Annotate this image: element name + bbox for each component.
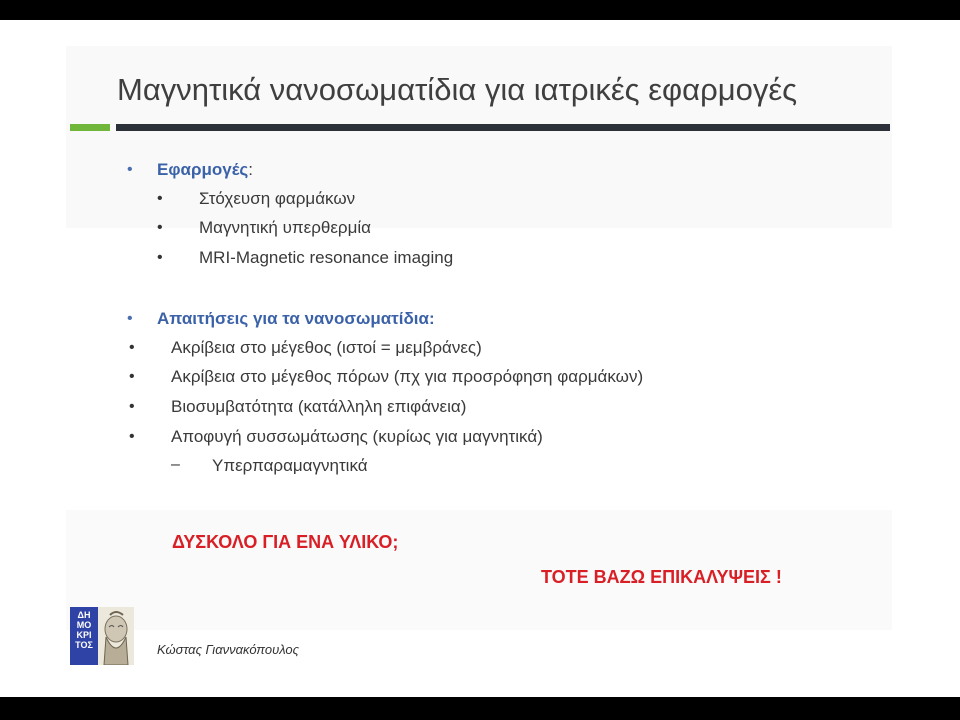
list-item: Μαγνητική υπερθερμία [199,218,371,237]
slide [0,20,960,697]
callout-answer: ΤΟΤΕ ΒΑΖΩ ΕΠΙΚΑΛΥΨΕΙΣ ! [541,567,782,587]
list-item: Αποφυγή συσσωμάτωσης (κυρίως για μαγνητικά) [171,427,543,446]
section-requirements-heading: Απαιτήσεις για τα νανοσωματίδια: [157,309,435,328]
section-applications-heading: Εφαρμογές: [157,160,253,179]
bullet-icon: • [129,428,135,445]
list-item: Βιοσυμβατότητα (κατάλληλη επιφάνεια) [171,397,467,416]
bullet-icon: • [129,368,135,385]
bullet-icon: • [129,339,135,356]
bullet-icon: • [127,310,133,327]
list-item: Στόχευση φαρμάκων [199,189,356,208]
list-item: Ακρίβεια στο μέγεθος (ιστοί = μεμβράνες) [171,338,482,357]
logo-text: ΔΗ ΜΟ ΚΡΙ ΤΟΣ [70,607,98,665]
slide-title: Μαγνητικά νανοσωματίδια για ιατρικές εφαρμογές [117,72,798,107]
title-rule-accent [70,124,110,131]
bullet-icon: • [157,190,163,207]
university-logo [70,607,134,665]
bullet-icon: • [157,219,163,236]
list-item: Ακρίβεια στο μέγεθος πόρων (πχ για προσρόφηση φαρμάκων) [171,367,644,386]
sub-list-item: Υπερπαραμαγνητικά [212,456,368,475]
bullet-icon: • [157,249,163,266]
portrait-icon [98,607,134,665]
dash-icon: – [171,456,180,473]
list-item: MRI-Magnetic resonance imaging [199,248,454,267]
callout-question: ΔΥΣΚΟΛΟ ΓΙΑ ΕΝΑ ΥΛΙΚΟ; [172,532,399,552]
bullet-icon: • [129,398,135,415]
author-name: Κώστας Γιαννακόπουλος [157,642,299,657]
title-rule [116,124,890,131]
bullet-icon: • [127,161,133,178]
